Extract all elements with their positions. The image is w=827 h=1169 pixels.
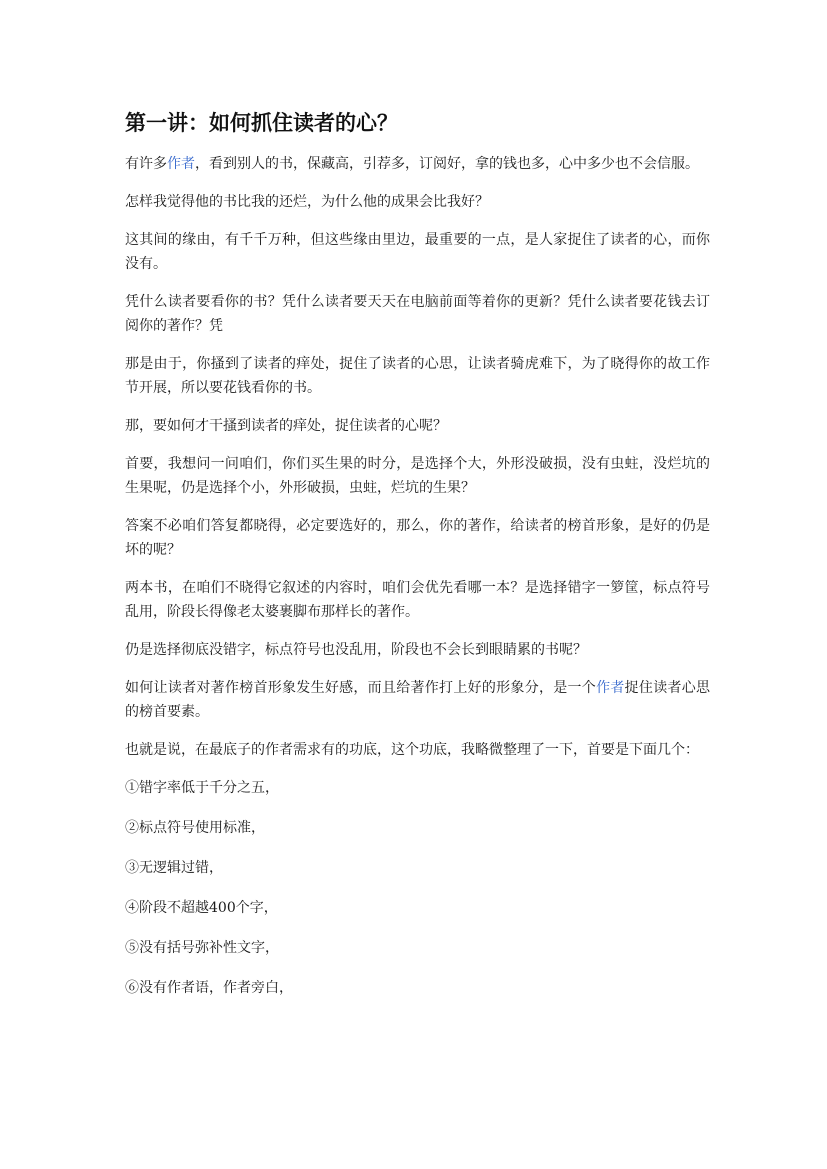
paragraph-text: 如何让读者对著作榜首形象发生好感，而且给著作打上好的形象分，是一个 — [125, 680, 597, 696]
author-link[interactable]: 作者 — [167, 156, 195, 172]
paragraph-text: 有许多 — [125, 156, 167, 172]
paragraph-12: 也就是说，在最底子的作者需求有的功底，这个功底，我略微整理了一下，首要是下面几个： — [125, 742, 699, 758]
paragraph-8: 答案不必咱们答复都晓得，必定要选好的，那么，你的著作，给读者的榜首形象，是好的仍是坏的呢？ — [125, 518, 710, 558]
paragraph-3: 这其间的缘由，有千千万种，但这些缘由里边，最重要的一点，是人家捉住了读者的心，而你没有。 — [125, 232, 710, 272]
paragraph-4: 凭什么读者要看你的书？凭什么读者要天天在电脑前面等着你的更新？凭什么读者要花钱去订阅你的著作？凭 — [125, 294, 710, 334]
paragraph-2: 怎样我觉得他的书比我的还烂，为什么他的成果会比我好？ — [125, 194, 489, 210]
paragraph-5: 那是由于，你搔到了读者的痒处，捉住了读者的心思，让读者骑虎难下，为了晓得你的故工作节开展，所以要花钱看你的书。 — [125, 356, 710, 396]
list-item: ③无逻辑过错， — [125, 860, 223, 876]
paragraph-1 — [125, 152, 710, 176]
paragraph-6: 那，要如何才干搔到读者的痒处，捉住读者的心呢？ — [125, 418, 447, 434]
document-body — [125, 108, 710, 1016]
list-item: ⑥没有作者语，作者旁白， — [125, 980, 293, 996]
list-item: ⑤没有括号弥补性文字， — [125, 940, 279, 956]
paragraph-text: ，看到别人的书，保藏高，引荐多，订阅好，拿的钱也多，心中多少也不会信服。 — [195, 156, 699, 172]
paragraph-text: 捉住读者心思的榜首要素。 — [125, 680, 711, 720]
paragraph-10: 仍是选择彻底没错字，标点符号也没乱用，阶段也不会长到眼睛累的书呢？ — [125, 642, 587, 658]
paragraph-9: 两本书，在咱们不晓得它叙述的内容时，咱们会优先看哪一本？是选择错字一箩筐，标点符号乱用，阶段长得像老太婆裹脚布那样长的著作。 — [125, 580, 710, 620]
paragraph-11 — [125, 676, 710, 724]
page-title: 第一讲：如何抓住读者的心？ — [125, 110, 398, 135]
list-item: ①错字率低于千分之五， — [125, 780, 279, 796]
list-item: ②标点符号使用标准， — [125, 820, 265, 836]
list-item: ④阶段不超越400个字， — [125, 900, 278, 916]
author-link[interactable]: 作者 — [596, 680, 625, 696]
paragraph-7: 首要，我想问一问咱们，你们买生果的时分，是选择个大，外形没破损，没有虫蛀，没烂坑的生果呢，仍是选择个小，外形破损，虫蛀，烂坑的生果？ — [125, 456, 710, 496]
